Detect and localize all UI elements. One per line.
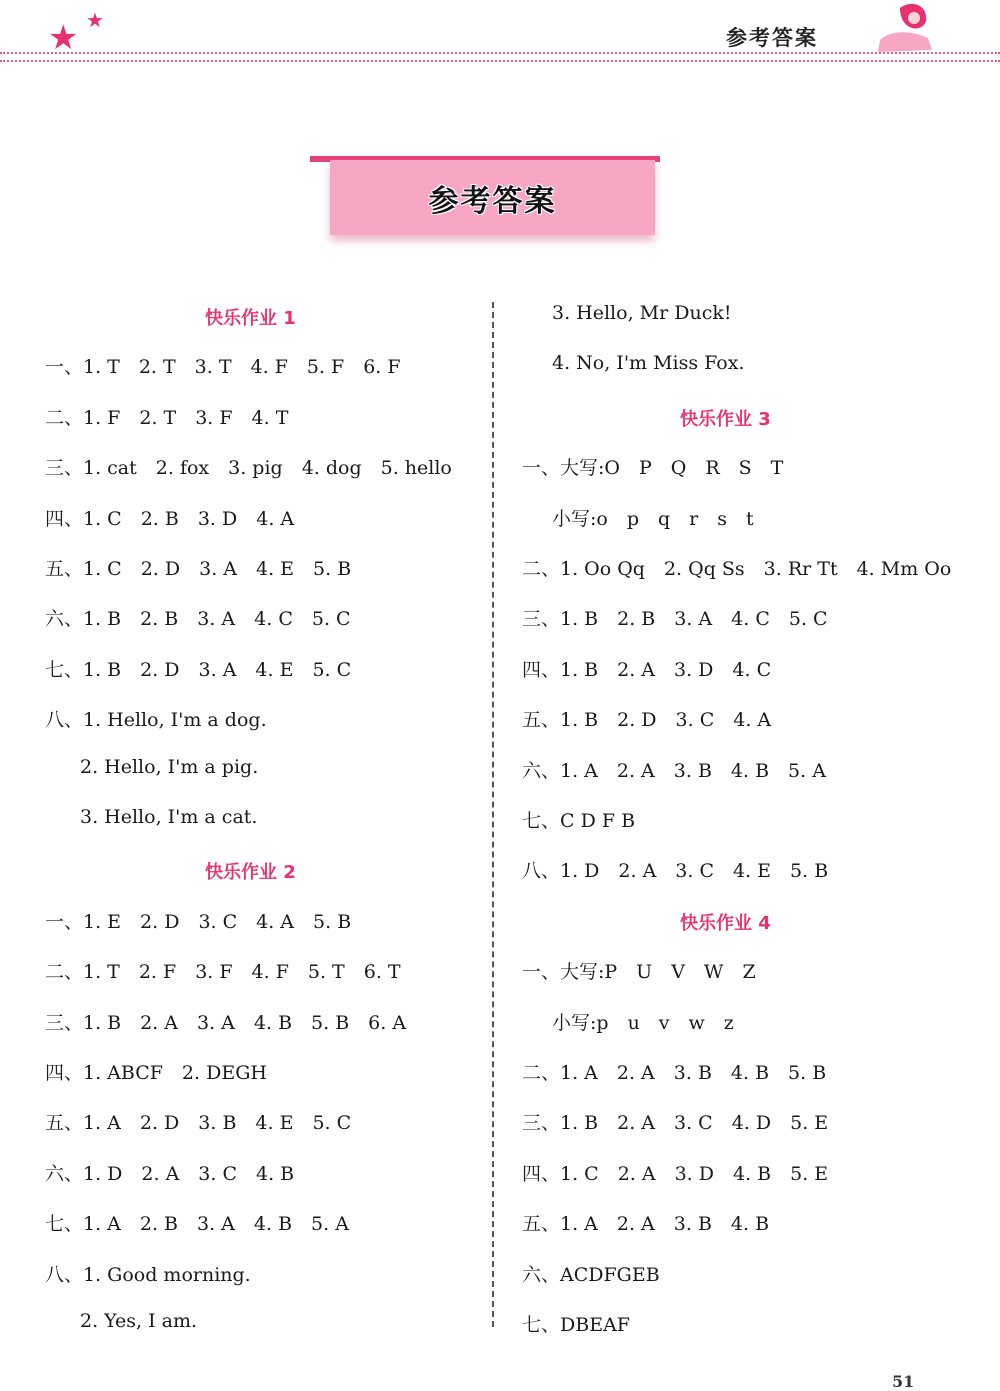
answer-line: 一、1. E 2. D 3. C 4. A 5. B <box>45 910 352 933</box>
answer-line: 一、大写:P U V W Z <box>522 961 756 984</box>
answer-line: 七、C D F B <box>522 810 636 832</box>
answer-line: 3. Hello, I'm a cat. <box>80 806 258 828</box>
answer-line: 3. Hello, Mr Duck! <box>552 302 732 324</box>
answer-line: 一、1. T 2. T 3. T 4. F 5. F 6. F <box>45 356 401 379</box>
answer-line: 二、1. T 2. F 3. F 4. F 5. T 6. T <box>45 961 401 984</box>
answer-line: 4. No, I'm Miss Fox. <box>552 352 745 375</box>
answer-line: 四、1. C 2. B 3. D 4. A <box>45 507 295 530</box>
header-divider <box>0 52 1000 62</box>
section-heading: 快乐作业 3 <box>680 408 771 430</box>
answer-line: 五、1. B 2. D 3. C 4. A <box>522 709 772 732</box>
answer-line: 八、1. Good morning. <box>45 1263 251 1286</box>
answer-banner <box>330 160 655 235</box>
answer-line: 五、1. A 2. D 3. B 4. E 5. C <box>45 1112 352 1135</box>
header-title: 参考答案 <box>726 26 818 50</box>
answer-line: 四、1. B 2. A 3. D 4. C <box>522 658 772 681</box>
section-heading: 快乐作业 4 <box>680 912 771 934</box>
answer-line: 六、1. A 2. A 3. B 4. B 5. A <box>522 759 826 782</box>
girl-mascot-icon <box>870 0 940 58</box>
star-icon: ★ <box>48 18 79 58</box>
answer-line: 三、1. cat 2. fox 3. pig 4. dog 5. hello <box>45 457 452 480</box>
answer-line: 小写:o p q r s t <box>552 507 754 530</box>
star-icon: ★ <box>86 8 104 32</box>
answer-line: 四、1. C 2. A 3. D 4. B 5. E <box>522 1162 829 1185</box>
answer-line: 2. Hello, I'm a pig. <box>80 755 259 778</box>
answer-line: 六、1. D 2. A 3. C 4. B <box>45 1162 295 1185</box>
answer-line: 五、1. C 2. D 3. A 4. E 5. B <box>45 558 352 580</box>
banner-title: 参考答案 <box>428 183 557 219</box>
answer-line: 三、1. B 2. B 3. A 4. C 5. C <box>522 608 828 631</box>
section-heading: 快乐作业 1 <box>205 308 296 329</box>
answer-line: 小写:p u v w z <box>552 1011 734 1034</box>
answer-line: 六、1. B 2. B 3. A 4. C 5. C <box>45 608 351 631</box>
answer-line: 七、1. A 2. B 3. A 4. B 5. A <box>45 1213 349 1236</box>
column-divider <box>492 302 494 1327</box>
answer-line: 三、1. B 2. A 3. C 4. D 5. E <box>522 1112 829 1135</box>
answer-line: 2. Yes, I am. <box>80 1310 198 1332</box>
answer-line: 八、1. D 2. A 3. C 4. E 5. B <box>522 860 829 883</box>
answer-line: 七、DBEAF <box>522 1314 630 1336</box>
answer-line: 一、大写:O P Q R S T <box>522 457 784 480</box>
answer-line: 八、1. Hello, I'm a dog. <box>45 709 267 732</box>
answer-line: 三、1. B 2. A 3. A 4. B 5. B 6. A <box>45 1011 407 1034</box>
answer-line: 六、ACDFGEB <box>522 1263 660 1286</box>
page-number: 51 <box>892 1372 915 1391</box>
section-heading: 快乐作业 2 <box>205 862 296 884</box>
answer-line: 四、1. ABCF 2. DEGH <box>45 1062 267 1084</box>
answer-line: 二、1. F 2. T 3. F 4. T <box>45 406 289 429</box>
answer-line: 二、1. A 2. A 3. B 4. B 5. B <box>522 1062 827 1084</box>
answer-line: 五、1. A 2. A 3. B 4. B <box>522 1213 770 1236</box>
answer-line: 七、1. B 2. D 3. A 4. E 5. C <box>45 658 352 681</box>
answer-line: 二、1. Oo Qq 2. Qq Ss 3. Rr Tt 4. Mm Oo <box>522 558 952 580</box>
